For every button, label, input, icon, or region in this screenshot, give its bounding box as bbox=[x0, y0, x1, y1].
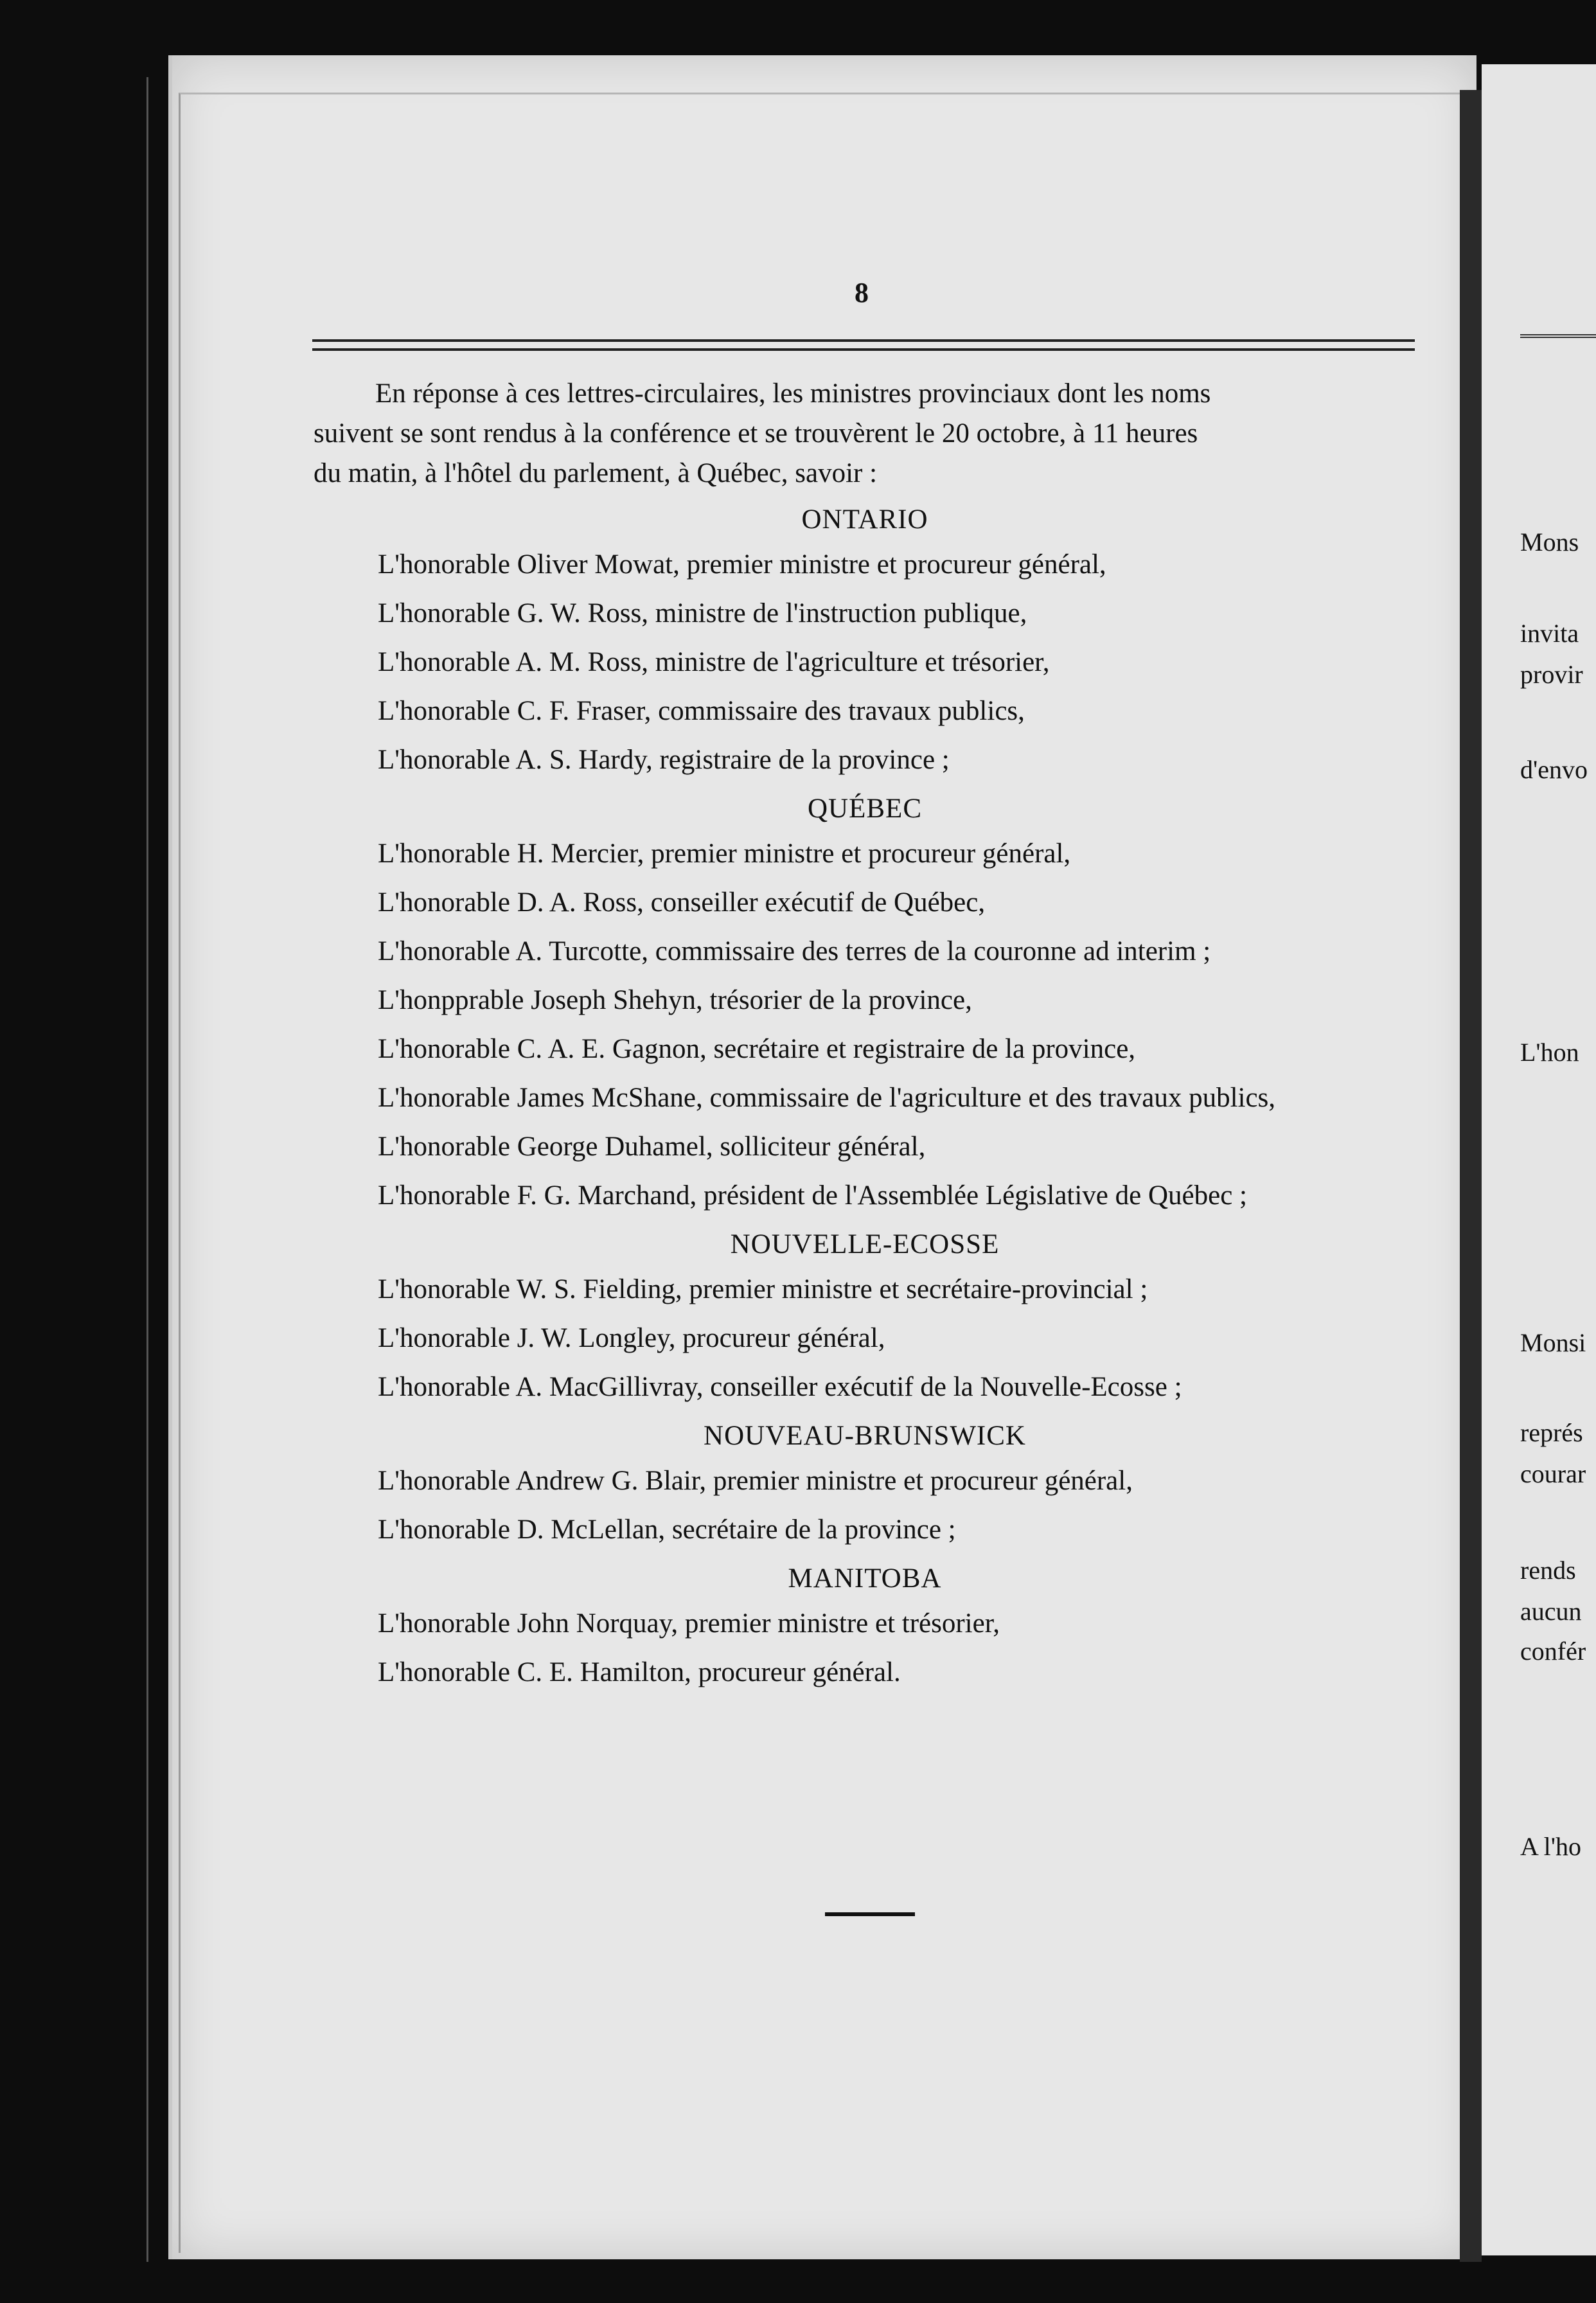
page-fold bbox=[146, 77, 148, 2262]
minister-entry: L'honorable A. Turcotte, commissaire des terres de la couronne ad interim ; bbox=[378, 936, 1211, 966]
minister-entry: L'honorable C. F. Fraser, commissaire des travaux publics, bbox=[378, 696, 1025, 726]
province-heading: MANITOBA bbox=[788, 1563, 942, 1594]
facing-page-text: représ bbox=[1520, 1418, 1583, 1447]
minister-entry: L'honpprable Joseph Shehyn, trésorier de la province, bbox=[378, 985, 972, 1015]
facing-page-text: confér bbox=[1520, 1637, 1586, 1666]
facing-page-text: Monsi bbox=[1520, 1328, 1586, 1357]
header-double-rule bbox=[312, 339, 1415, 351]
province-heading: ONTARIO bbox=[801, 504, 928, 535]
minister-entry: L'honorable F. G. Marchand, président de l'Assemblée Législative de Québec ; bbox=[378, 1180, 1247, 1211]
intro-line: En réponse à ces lettres-circulaires, les ministres provinciaux dont les noms bbox=[375, 378, 1211, 409]
minister-entry: L'honorable W. S. Fielding, premier ministre et secrétaire-provincial ; bbox=[378, 1274, 1148, 1304]
minister-entry: L'honorable James McShane, commissaire de l'agriculture et des travaux publics, bbox=[378, 1083, 1276, 1113]
minister-entry: L'honorable George Duhamel, solliciteur général, bbox=[378, 1132, 926, 1162]
intro-paragraph bbox=[314, 374, 1416, 494]
facing-page-text: provir bbox=[1520, 660, 1583, 689]
minister-entry: L'honorable D. A. Ross, conseiller exécutif de Québec, bbox=[378, 887, 986, 918]
facing-page-text: invita bbox=[1520, 619, 1579, 648]
province-sections bbox=[314, 500, 1416, 1693]
minister-entry: L'honorable Oliver Mowat, premier ministre et procureur général, bbox=[378, 549, 1106, 580]
facing-page-text: L'hon bbox=[1520, 1038, 1579, 1067]
page-number: 8 bbox=[855, 277, 869, 308]
province-heading: NOUVELLE-ECOSSE bbox=[730, 1229, 1000, 1259]
facing-page-rule bbox=[1520, 334, 1596, 342]
minister-entry: L'honorable A. MacGillivray, conseiller exécutif de la Nouvelle-Ecosse ; bbox=[378, 1372, 1182, 1402]
book-gutter bbox=[1460, 90, 1482, 2262]
closing-rule bbox=[825, 1912, 915, 1916]
minister-entry: L'honorable D. McLellan, secrétaire de la province ; bbox=[378, 1515, 956, 1545]
province-heading: NOUVEAU-BRUNSWICK bbox=[704, 1421, 1026, 1451]
minister-entry: L'honorable G. W. Ross, ministre de l'instruction publique, bbox=[378, 598, 1027, 628]
facing-page-text: courar bbox=[1520, 1459, 1586, 1488]
document-body bbox=[314, 374, 1416, 1702]
facing-page-text: rends bbox=[1520, 1556, 1576, 1585]
intro-line: du matin, à l'hôtel du parlement, à Québec, savoir : bbox=[314, 458, 878, 488]
minister-entry: L'honorable A. M. Ross, ministre de l'agriculture et trésorier, bbox=[378, 647, 1050, 677]
minister-entry: L'honorable C. A. E. Gagnon, secrétaire et registraire de la province, bbox=[378, 1034, 1136, 1064]
minister-entry: L'honorable John Norquay, premier ministre et trésorier, bbox=[378, 1608, 1000, 1639]
facing-page-text: A l'ho bbox=[1520, 1832, 1581, 1861]
minister-entry: L'honorable Andrew G. Blair, premier ministre et procureur général, bbox=[378, 1466, 1133, 1496]
minister-entry: L'honorable A. S. Hardy, registraire de la province ; bbox=[378, 745, 950, 775]
minister-entry: L'honorable J. W. Longley, procureur général, bbox=[378, 1323, 885, 1353]
facing-page-text: Mons bbox=[1520, 528, 1579, 556]
intro-line: suivent se sont rendus à la conférence et se trouvèrent le 20 octobre, à 11 heures bbox=[314, 418, 1198, 449]
minister-entry: L'honorable H. Mercier, premier ministre et procureur général, bbox=[378, 839, 1071, 869]
minister-entry: L'honorable C. E. Hamilton, procureur général. bbox=[378, 1657, 901, 1687]
province-heading: QUÉBEC bbox=[808, 794, 922, 824]
facing-page-text: d'envo bbox=[1520, 755, 1588, 784]
facing-page-fragment bbox=[1482, 64, 1596, 2255]
facing-page-text: aucun bbox=[1520, 1597, 1582, 1626]
